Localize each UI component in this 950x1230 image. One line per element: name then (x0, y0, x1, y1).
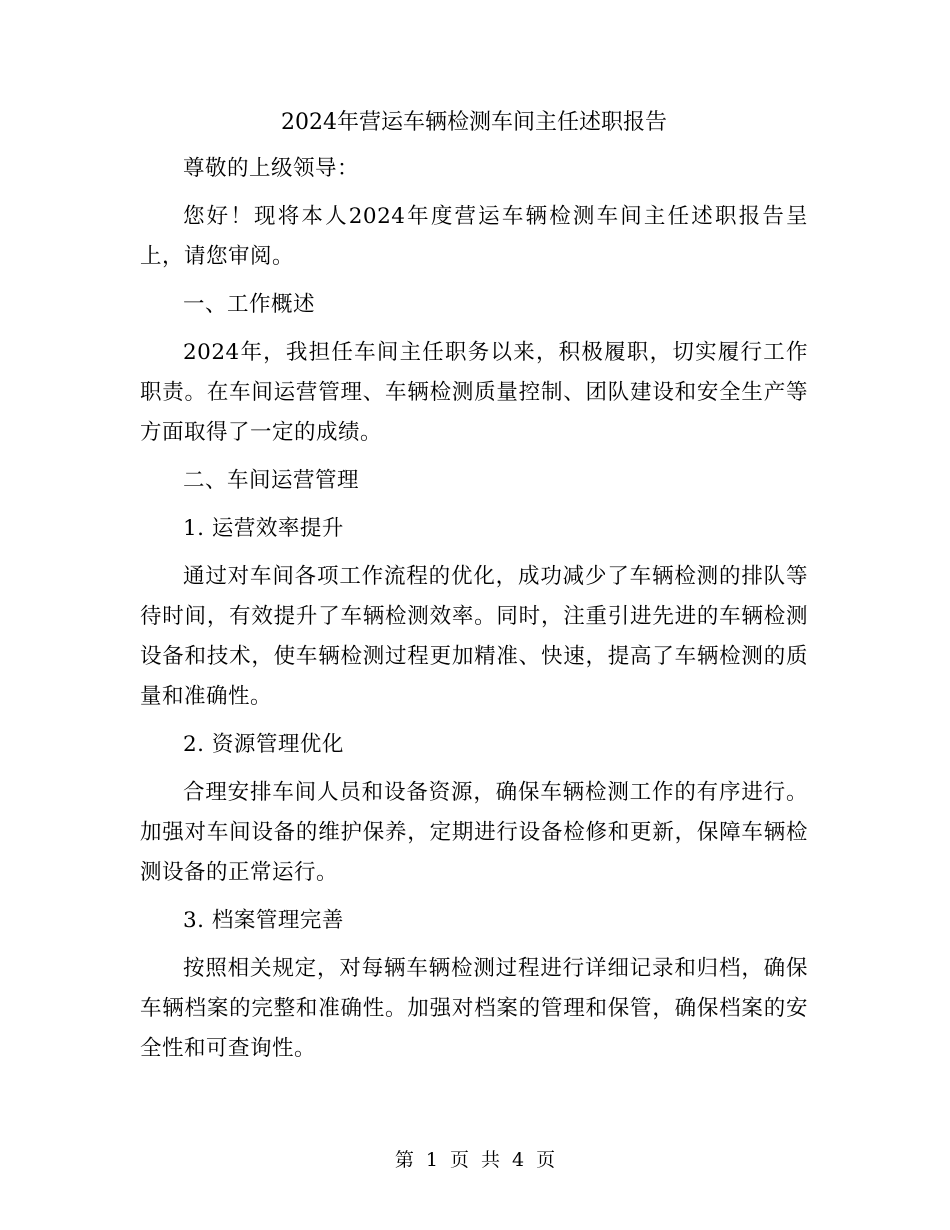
section-1-paragraph: 2024年，我担任车间主任职务以来，积极履职，切实履行工作职责。在车间运营管理、车辆检测质量控制、团队建设和安全生产等方面取得了一定的成绩。 (140, 340, 808, 445)
page-footer: 第 1 页 共 4 页 (394, 1149, 556, 1171)
subsection-2-paragraph: 合理安排车间人员和设备资源，确保车辆检测工作的有序进行。加强对车间设备的维护保养，定期进行设备检修和更新，保障车辆检测设备的正常运行。 (140, 780, 808, 885)
document-title: 2024年营运车辆检测车间主任述职报告 (281, 110, 667, 135)
subsection-3-heading: 3. 档案管理完善 (183, 908, 344, 933)
document-content (140, 103, 808, 1077)
subsection-3-paragraph: 按照相关规定，对每辆车辆检测过程进行详细记录和归档，确保车辆档案的完整和准确性。加强对档案的管理和保管，确保档案的安全性和可查询性。 (140, 956, 808, 1061)
section-2-heading: 二、车间运营管理 (183, 468, 360, 493)
section-1-heading: 一、工作概述 (183, 292, 316, 317)
subsection-2-heading: 2. 资源管理优化 (183, 732, 344, 757)
intro-paragraph: 您好！现将本人2024年度营运车辆检测车间主任述职报告呈上，请您审阅。 (140, 204, 808, 269)
subsection-1-paragraph: 通过对车间各项工作流程的优化，成功减少了车辆检测的排队等待时间，有效提升了车辆检测效率。同时，注重引进先进的车辆检测设备和技术，使车辆检测过程更加精准、快速，提高了车辆检测的质量和准确性。 (140, 564, 808, 709)
subsection-1-heading: 1. 运营效率提升 (183, 516, 344, 541)
salutation: 尊敬的上级领导： (183, 156, 360, 181)
